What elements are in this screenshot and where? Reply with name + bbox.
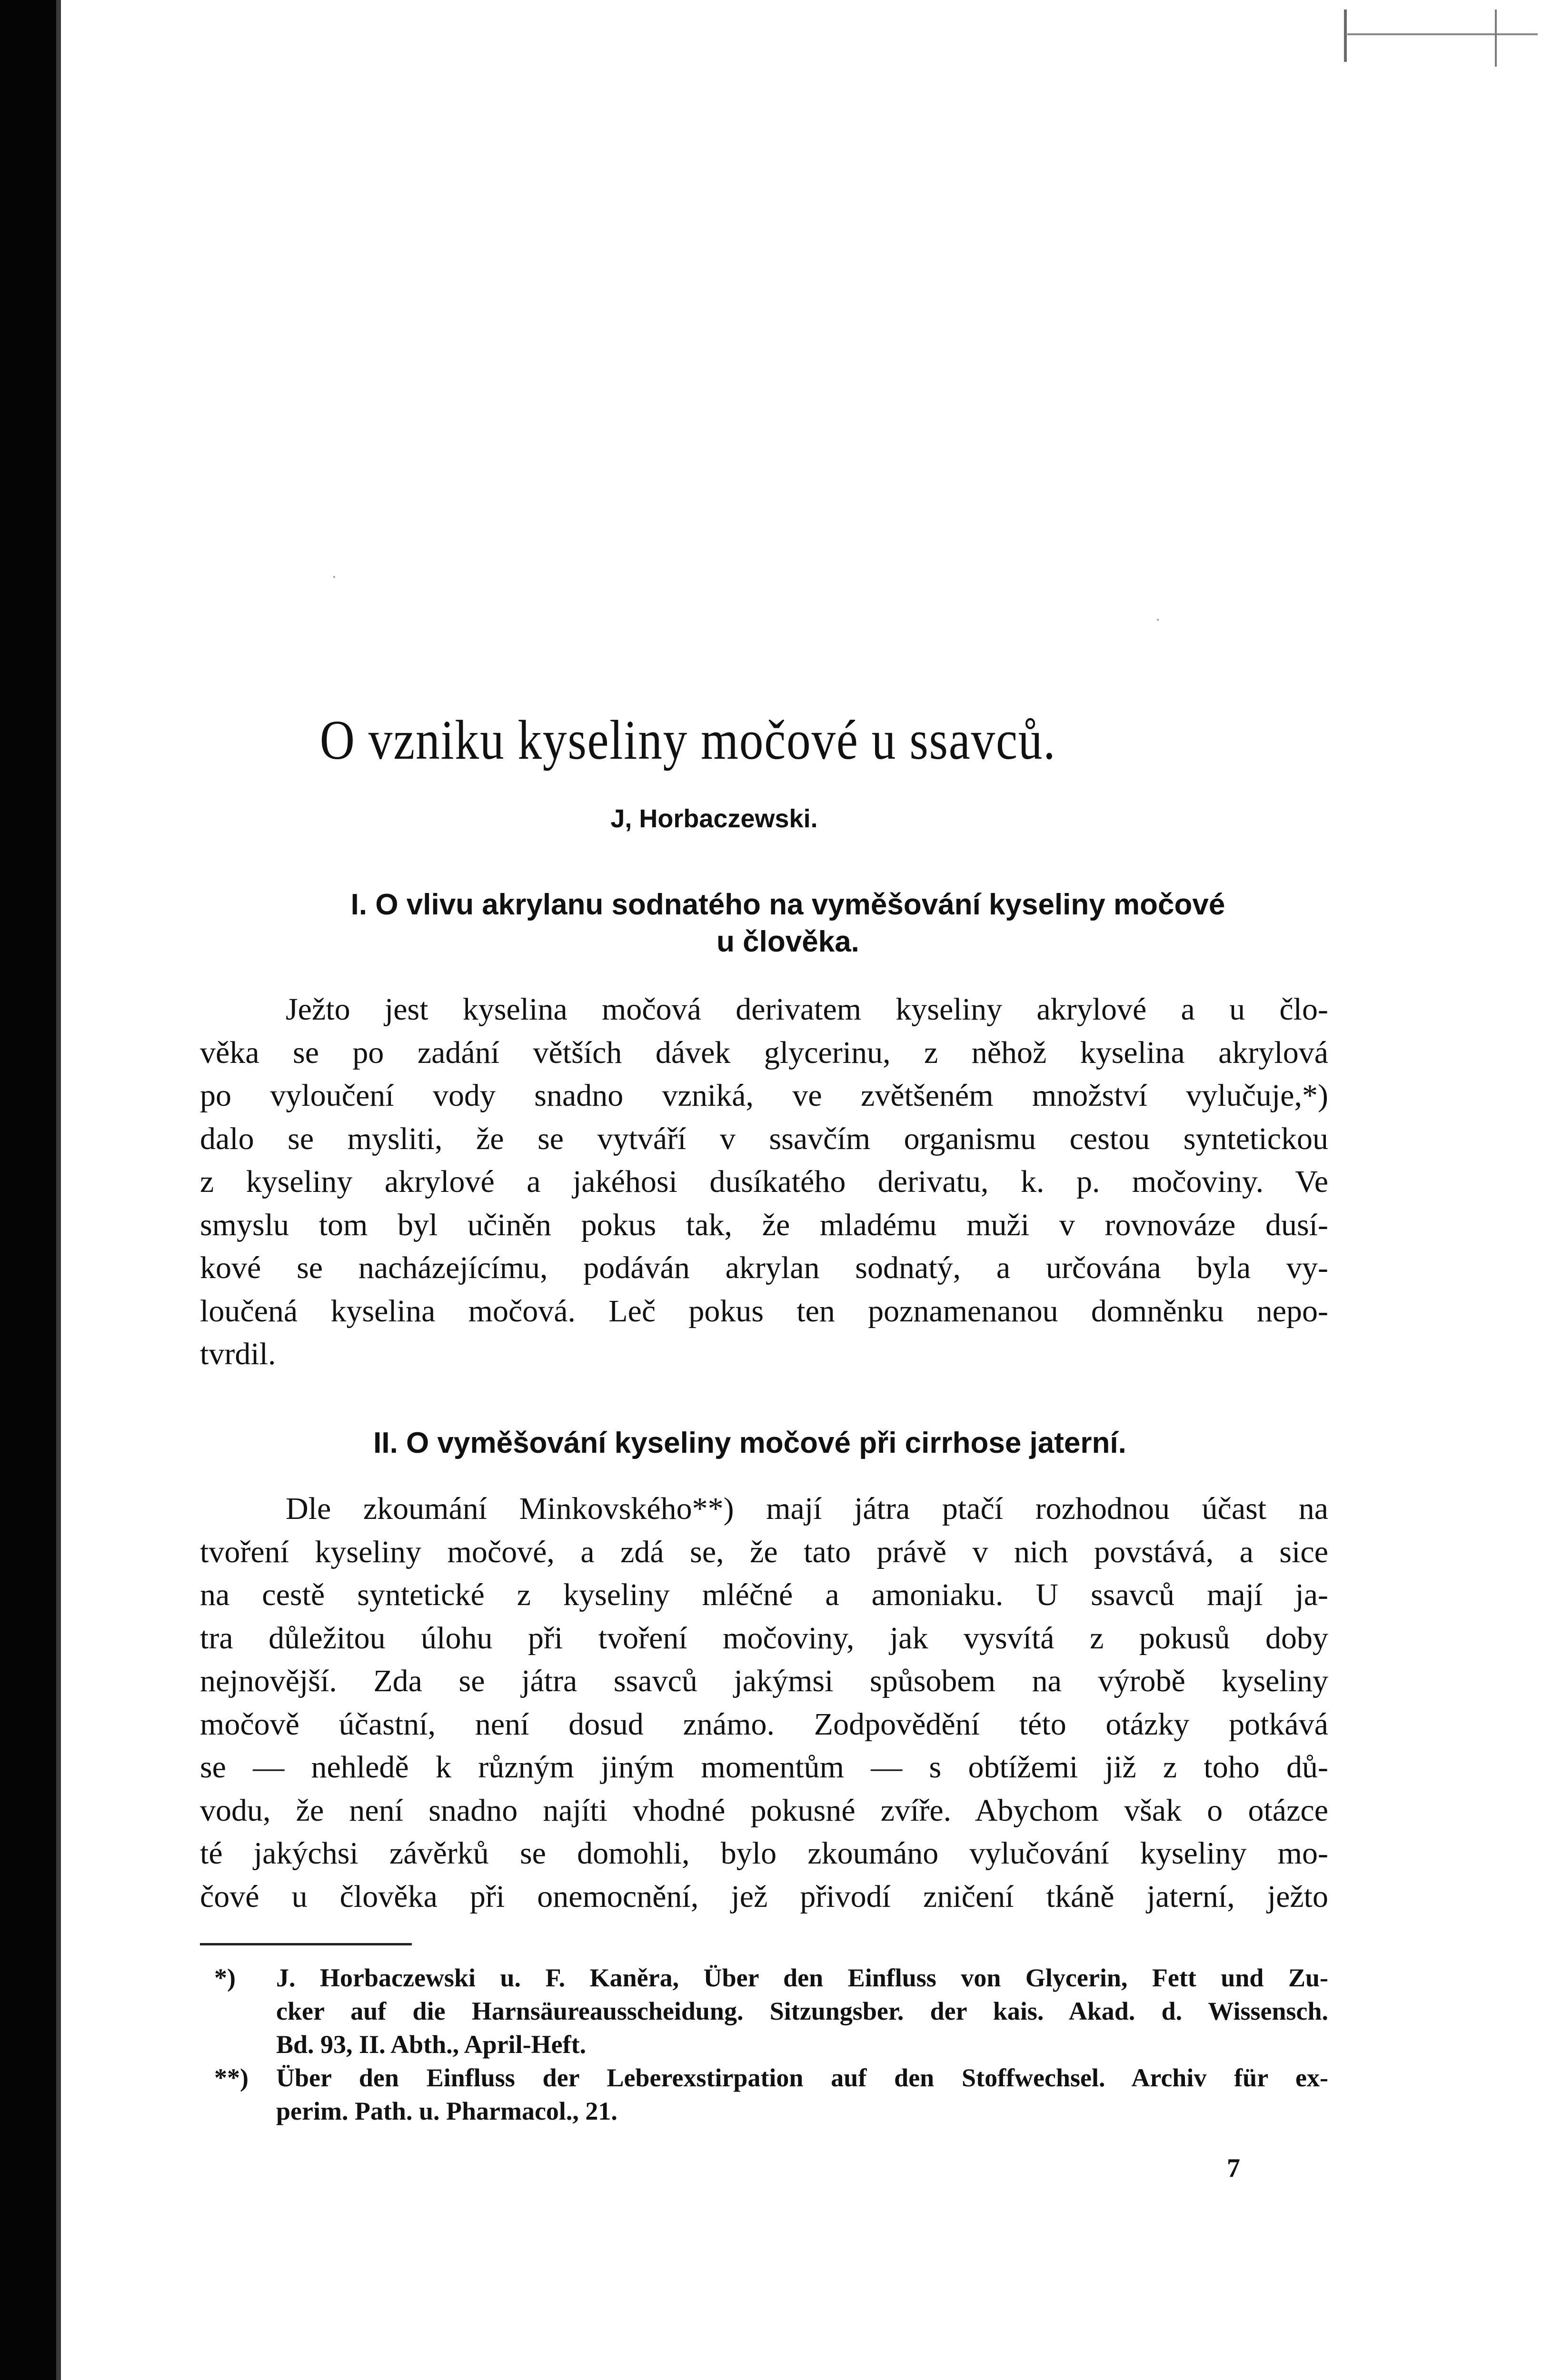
page-number: 7: [1227, 2153, 1240, 2183]
text-line: vodu, že není snadno najíti vhodné pokusné zvíře. Abychom však o otázce: [200, 1793, 1328, 1828]
section-1-heading-line: u člověka.: [716, 925, 859, 958]
scan-left-edge: [0, 0, 56, 2380]
text-line: smyslu tom byl učiněn pokus tak, že mladému muži v rovnováze dusí-: [200, 1207, 1328, 1242]
footnote-line: J. Horbaczewski u. F. Kaněra, Über den Einfluss von Glycerin, Fett und Zu-: [276, 1964, 1328, 1992]
footnote-line: Bd. 93, II. Abth., April-Heft.: [276, 2030, 587, 2059]
footnote-marker: *): [214, 1964, 236, 1992]
text-line: loučená kyselina močová. Leč pokus ten poznamenanou domněnku nepo-: [200, 1293, 1328, 1329]
footnote-2: [214, 2061, 1328, 2128]
footnote-line: perim. Path. u. Pharmacol., 21.: [276, 2097, 617, 2125]
article-author: J, Horbaczewski.: [610, 804, 818, 833]
scan-speck: [333, 576, 335, 578]
scan-corner-mark: [1347, 33, 1538, 35]
scan-corner-mark: [1344, 10, 1347, 62]
text-line: nejnovější. Zda se játra ssavců jakýmsi spůsobem na výrobě kyseliny: [200, 1664, 1328, 1698]
text-line: na cestě syntetické z kyseliny mléčné a amoniaku. U ssavců mají ja-: [200, 1577, 1328, 1612]
text-line: se — nehledě k různým jiným momentům — s obtížemi již z toho dů-: [200, 1750, 1328, 1785]
text-line: Dle zkoumání Minkovského**) mají játra ptačí rozhodnou účast na: [286, 1491, 1328, 1526]
section-1-heading: [238, 886, 1338, 961]
scan-speck: [1157, 619, 1159, 621]
section-2-paragraph: [200, 1488, 1328, 1918]
footnote-line: Über den Einfluss der Leberexstirpation auf den Stoffwechsel. Archiv für ex-: [276, 2063, 1328, 2092]
scan-corner-mark: [1495, 10, 1497, 67]
footnote-1: [214, 1961, 1328, 2061]
article-title: O vzniku kyseliny močové u ssavců.: [319, 709, 1056, 771]
footnotes: [214, 1961, 1328, 2128]
footnote-separator: [200, 1943, 412, 1945]
text-line: po vyloučení vody snadno vzniká, ve zvětšeném množství vylučuje,*): [200, 1078, 1328, 1113]
text-line: močově účastní, není dosud známo. Zodpovědění této otázky potkává: [200, 1706, 1328, 1742]
footnote-marker: **): [214, 2063, 249, 2092]
text-line: dalo se mysliti, že se vytváří v ssavčím organismu cestou syntetickou: [200, 1121, 1328, 1156]
scan-left-shadow: [56, 0, 61, 2380]
text-line: tra důležitou úlohu při tvoření močoviny, jak vysvítá z pokusů doby: [200, 1620, 1328, 1656]
text-line: tvoření kyseliny močové, a zdá se, že tato právě v nich povstává, a sice: [200, 1534, 1328, 1569]
text-line: věka se po zadání větších dávek glycerinu, z něhož kyselina akrylová: [200, 1035, 1328, 1070]
text-line: čové u člověka při onemocnění, jež přivodí zničení tkáně jaterní, ježto: [200, 1879, 1328, 1914]
footnote-line: cker auf die Harnsäureausscheidung. Sitzungsber. der kais. Akad. d. Wissensch.: [276, 1997, 1328, 2025]
text-line: tvrdil.: [200, 1337, 276, 1371]
text-line: Ježto jest kyselina močová derivatem kyseliny akrylové a u člo-: [286, 992, 1328, 1027]
text-line: té jakýchsi závěrků se domohli, bylo zkoumáno vylučování kyseliny mo-: [200, 1836, 1328, 1871]
section-1-heading-line: I. O vlivu akrylanu sodnatého na vyměšování kyseliny močové: [350, 888, 1225, 921]
text-line: z kyseliny akrylové a jakéhosi dusíkatého derivatu, k. p. močoviny. Ve: [200, 1164, 1328, 1199]
section-2-heading: II. O vyměšování kyseliny močové při cirrhose jaterní.: [373, 1427, 1126, 1459]
section-1-paragraph: [200, 988, 1328, 1376]
text-line: kové se nacházejícímu, podáván akrylan sodnatý, a určována byla vy-: [200, 1250, 1328, 1285]
